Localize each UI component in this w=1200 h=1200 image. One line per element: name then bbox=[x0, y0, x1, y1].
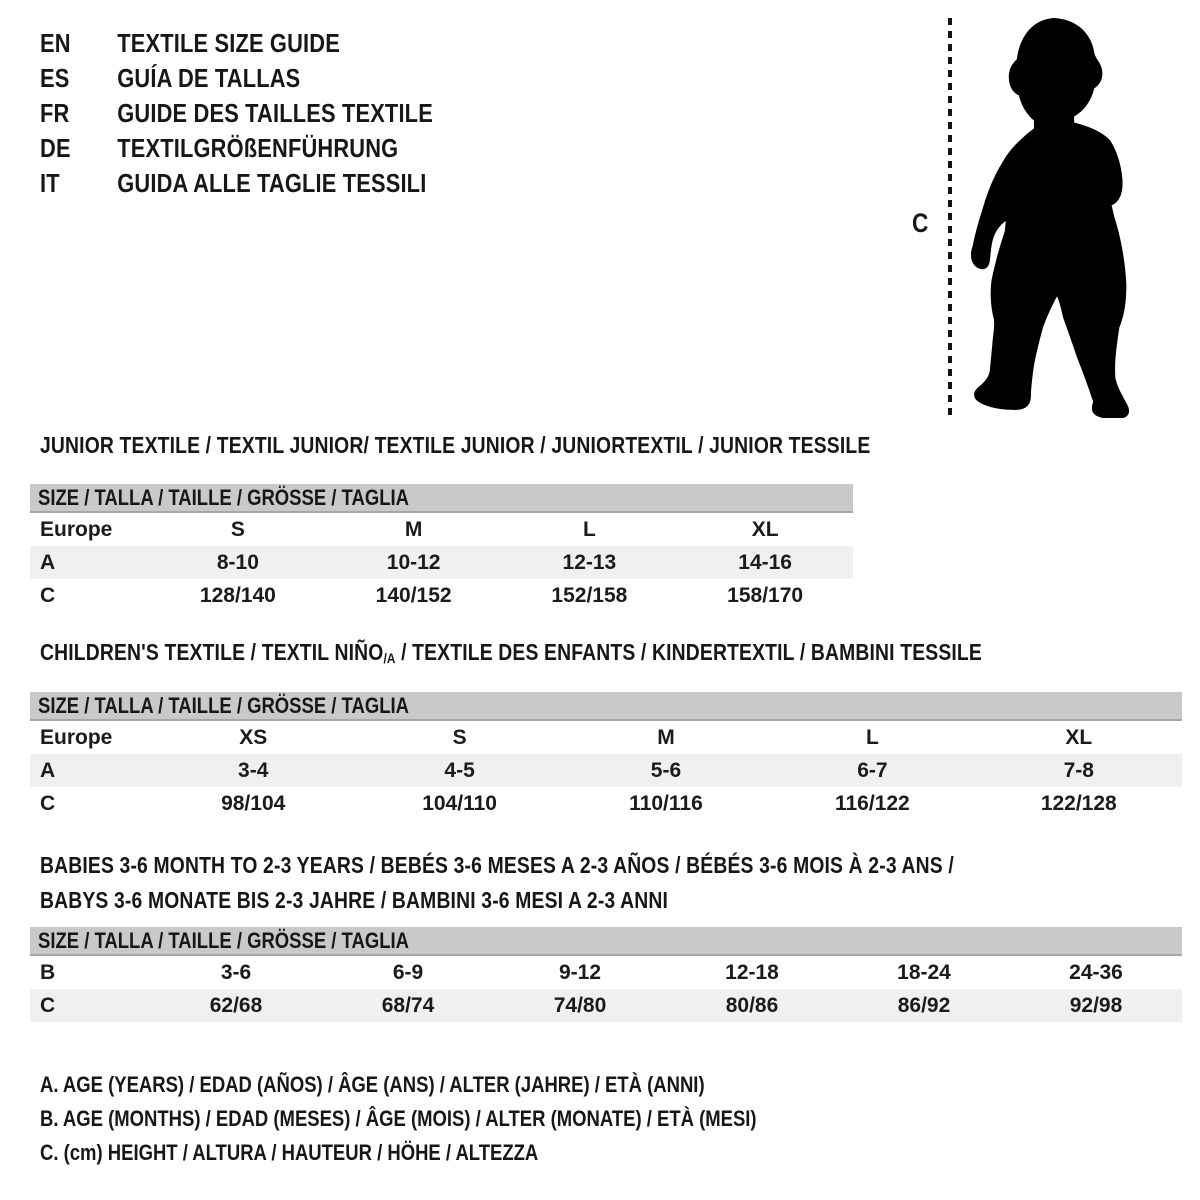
value-cell: 86/92 bbox=[897, 993, 951, 1017]
babies-title-line2: BABYS 3-6 MONATE BIS 2-3 JAHRE / BAMBINI 3-6 MESI A 2-3 ANNI bbox=[40, 887, 669, 913]
value-cell: 128/140 bbox=[199, 583, 276, 607]
row-label-cell: B bbox=[40, 960, 56, 984]
children-section-title bbox=[40, 639, 982, 668]
guide-title-it: GUIDA ALLE TAGLIE TESSILI bbox=[117, 168, 427, 198]
guide-title-fr: GUIDE DES TAILLES TEXTILE bbox=[117, 98, 433, 128]
language-row-de bbox=[40, 131, 433, 166]
junior-size-col-l: L bbox=[582, 517, 596, 541]
babies-table bbox=[30, 956, 1182, 1022]
row-label-cell: C bbox=[40, 583, 56, 607]
babies-row-height bbox=[30, 989, 1182, 1022]
legend-line-height: C. (cm) HEIGHT / ALTURA / HAUTEUR / HÖHE / ALTEZZA bbox=[40, 1140, 539, 1165]
language-code-fr: FR bbox=[40, 98, 70, 128]
value-cell: 3-6 bbox=[220, 960, 252, 984]
children-size-col-xs: XS bbox=[239, 725, 268, 749]
value-cell: 68/74 bbox=[381, 993, 435, 1017]
babies-section-title bbox=[40, 848, 954, 918]
children-size-table bbox=[30, 692, 1182, 820]
junior-size-header-bar bbox=[30, 484, 853, 513]
children-size-header-text: SIZE / TALLA / TAILLE / GRÖSSE / TAGLIA bbox=[38, 693, 409, 718]
value-cell: 10-12 bbox=[386, 550, 441, 574]
value-cell: 5-6 bbox=[650, 758, 682, 782]
language-row-es bbox=[40, 61, 433, 96]
junior-size-col-xl: XL bbox=[751, 517, 779, 541]
babies-title-line1: BABIES 3-6 MONTH TO 2-3 YEARS / BEBÉS 3-6 MESES A 2-3 AÑOS / BÉBÉS 3-6 MOIS À 2-3 ANS / bbox=[40, 852, 954, 878]
value-cell: 3-4 bbox=[238, 758, 269, 782]
children-title-subscript: /A bbox=[383, 650, 396, 666]
value-cell: 152/158 bbox=[551, 583, 628, 607]
value-cell: 116/122 bbox=[834, 791, 910, 815]
children-row-height bbox=[30, 787, 1182, 820]
value-cell: 6-9 bbox=[392, 960, 424, 984]
value-cell: 122/128 bbox=[1040, 791, 1117, 815]
language-code-es: ES bbox=[40, 63, 70, 93]
value-cell: 14-16 bbox=[738, 550, 792, 574]
value-cell: 12-18 bbox=[725, 960, 779, 984]
children-column-header-row bbox=[30, 721, 1182, 754]
value-cell: 12-13 bbox=[562, 550, 617, 574]
children-size-header-bar bbox=[30, 692, 1182, 721]
language-row-it bbox=[40, 166, 433, 201]
value-cell: 74/80 bbox=[553, 993, 607, 1017]
value-cell: 7-8 bbox=[1063, 758, 1094, 782]
children-size-col-l: L bbox=[865, 725, 879, 749]
children-size-col-xl: XL bbox=[1065, 725, 1093, 749]
children-title-text: CHILDREN'S TEXTILE / TEXTIL NIÑO bbox=[40, 639, 384, 665]
value-cell: 24-36 bbox=[1069, 960, 1123, 984]
value-cell: 6-7 bbox=[857, 758, 888, 782]
value-cell: 98/104 bbox=[221, 791, 286, 815]
junior-row-height bbox=[30, 579, 853, 612]
guide-title-de: TEXTILGRÖßENFÜHRUNG bbox=[117, 133, 399, 163]
children-region-header-cell: Europe bbox=[40, 725, 113, 749]
height-measure-dashed-line bbox=[948, 18, 952, 416]
junior-size-table bbox=[30, 484, 853, 612]
language-row-en bbox=[40, 26, 433, 61]
row-label-cell: C bbox=[40, 791, 56, 815]
language-row-fr bbox=[40, 96, 433, 131]
children-size-col-s: S bbox=[452, 725, 467, 749]
guide-title-es: GUÍA DE TALLAS bbox=[117, 63, 301, 93]
value-cell: 9-12 bbox=[558, 960, 602, 984]
language-list bbox=[40, 26, 433, 201]
value-cell: 62/68 bbox=[209, 993, 263, 1017]
height-measure-label: C bbox=[912, 208, 929, 238]
children-row-age bbox=[30, 754, 1182, 787]
value-cell: 80/86 bbox=[725, 993, 779, 1017]
guide-title-en: TEXTILE SIZE GUIDE bbox=[117, 28, 340, 58]
value-cell: 158/170 bbox=[727, 583, 804, 607]
row-label-cell: A bbox=[40, 758, 56, 782]
junior-row-age bbox=[30, 546, 853, 579]
value-cell: 140/152 bbox=[375, 583, 452, 607]
junior-size-col-m: M bbox=[404, 517, 423, 541]
toddler-silhouette bbox=[963, 16, 1135, 418]
measurement-legend bbox=[40, 1068, 757, 1170]
children-size-col-m: M bbox=[657, 725, 675, 749]
language-code-it: IT bbox=[40, 168, 60, 198]
babies-size-header-text: SIZE / TALLA / TAILLE / GRÖSSE / TAGLIA bbox=[38, 928, 409, 953]
junior-table bbox=[30, 513, 853, 612]
value-cell: 4-5 bbox=[444, 758, 475, 782]
row-label-cell: A bbox=[40, 550, 56, 574]
language-code-de: DE bbox=[40, 133, 71, 163]
babies-size-table bbox=[30, 927, 1182, 1022]
legend-line-age-years: A. AGE (YEARS) / EDAD (AÑOS) / ÂGE (ANS) / ALTER (JAHRE) / ETÀ (ANNI) bbox=[40, 1072, 705, 1097]
value-cell: 18-24 bbox=[897, 960, 951, 984]
junior-size-header-text: SIZE / TALLA / TAILLE / GRÖSSE / TAGLIA bbox=[38, 485, 409, 510]
value-cell: 8-10 bbox=[216, 550, 259, 574]
value-cell: 110/116 bbox=[629, 791, 703, 815]
value-cell: 104/110 bbox=[422, 791, 497, 815]
junior-size-col-s: S bbox=[230, 517, 245, 541]
junior-section-title: JUNIOR TEXTILE / TEXTIL JUNIOR/ TEXTILE JUNIOR / JUNIORTEXTIL / JUNIOR TESSILE bbox=[40, 432, 871, 458]
babies-size-header-bar bbox=[30, 927, 1182, 956]
junior-column-header-row bbox=[30, 513, 853, 546]
language-code-en: EN bbox=[40, 28, 71, 58]
babies-row-age-months bbox=[30, 956, 1182, 989]
value-cell: 92/98 bbox=[1069, 993, 1123, 1017]
legend-line-age-months: B. AGE (MONTHS) / EDAD (MESES) / ÂGE (MOIS) / ALTER (MONATE) / ETÀ (MESI) bbox=[40, 1106, 757, 1131]
children-title-text: / TEXTILE DES ENFANTS / KINDERTEXTIL / BAMBINI TESSILE bbox=[395, 639, 982, 665]
junior-region-header-cell: Europe bbox=[40, 517, 113, 541]
row-label-cell: C bbox=[40, 993, 56, 1017]
children-table bbox=[30, 721, 1182, 820]
